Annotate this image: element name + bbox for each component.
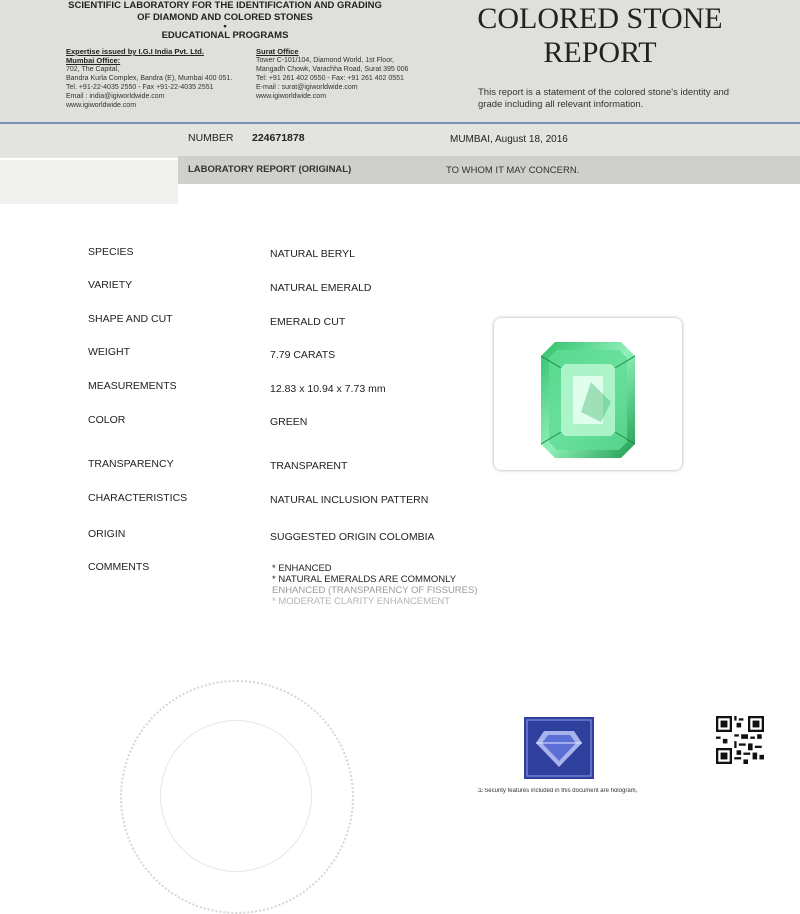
- field-value: SUGGESTED ORIGIN COLOMBIA: [270, 531, 435, 543]
- comment-line: * MODERATE CLARITY ENHANCEMENT: [272, 596, 451, 607]
- lab-report-original: LABORATORY REPORT (ORIGINAL): [188, 164, 352, 175]
- field-value: NATURAL EMERALD: [270, 282, 372, 294]
- emerald-stone-image: [541, 342, 635, 458]
- office-address: Mangadh Chowk, Varachha Road, Surat 395 006: [256, 66, 409, 73]
- number-label: NUMBER: [188, 132, 234, 144]
- field-value: 12.83 x 10.94 x 7.73 mm: [270, 383, 386, 395]
- office-title: Surat Office: [256, 47, 299, 56]
- field-value: NATURAL INCLUSION PATTERN: [270, 494, 429, 506]
- office-email: Email : india@igiworldwide.com: [66, 93, 165, 100]
- city-date: MUMBAI, August 18, 2016: [450, 134, 568, 145]
- lab-title-bullet: •: [223, 21, 227, 32]
- office-address: 702, The Capital,: [66, 66, 120, 73]
- field-value: GREEN: [270, 416, 308, 428]
- left-shade: [0, 160, 178, 204]
- field-label: COMMENTS: [88, 561, 150, 573]
- report-description: This report is a statement of the colored stone's identity and grade including all relevant information.: [478, 87, 730, 110]
- lab-seal-inner: [160, 720, 312, 872]
- field-label: TRANSPARENCY: [88, 458, 174, 470]
- expertise-line: Expertise issued by I.G.I India Pvt. Ltd.: [66, 47, 204, 56]
- to-whom-it-may-concern: TO WHOM IT MAY CONCERN.: [446, 165, 580, 176]
- field-value: 7.79 CARATS: [270, 349, 336, 361]
- field-value: EMERALD CUT: [270, 316, 346, 328]
- mumbai-office: [66, 47, 232, 110]
- number-bar: [0, 124, 800, 158]
- field-value: NATURAL BERYL: [270, 248, 355, 260]
- office-title: Mumbai Office:: [66, 56, 121, 65]
- field-label: ORIGIN: [88, 528, 126, 540]
- report-title-line: REPORT: [543, 36, 657, 69]
- stone-photo-card: [494, 318, 682, 470]
- lab-title: [40, 0, 410, 42]
- office-address: Bandra Kurla Complex, Bandra (E), Mumbai 400 051.: [66, 75, 233, 82]
- report-title-line: COLORED STONE: [477, 2, 723, 35]
- qr-code-icon[interactable]: [716, 716, 764, 764]
- security-note-text: Security features included in this document are hologram,: [484, 788, 638, 794]
- lab-title-line: SCIENTIFIC LABORATORY FOR THE IDENTIFICATION AND GRADING: [68, 0, 382, 11]
- security-note: [478, 788, 798, 795]
- comments-value: [272, 563, 478, 607]
- comment-line: * NATURAL EMERALDS ARE COMMONLY: [272, 574, 457, 585]
- office-email: E-mail : surat@igiworldwide.com: [256, 84, 358, 91]
- comment-line: ENHANCED (TRANSPARENCY OF FISSURES): [272, 585, 478, 596]
- comment-line: * ENHANCED: [272, 563, 332, 574]
- surat-office: [256, 47, 408, 101]
- field-label: MEASUREMENTS: [88, 380, 177, 392]
- field-value: TRANSPARENT: [270, 460, 348, 472]
- office-phone: Tel. +91-22-4035 2550 - Fax +91-22-4035 2551: [66, 84, 214, 91]
- office-website: www.igiworldwide.com: [66, 102, 137, 109]
- field-label: WEIGHT: [88, 346, 130, 358]
- field-label: CHARACTERISTICS: [88, 492, 188, 504]
- field-label: COLOR: [88, 414, 126, 426]
- field-label: VARIETY: [88, 279, 133, 291]
- report-title: [440, 2, 760, 70]
- office-phone: Tel: +91 261 402 0550 - Fax: +91 261 402 0551: [256, 75, 404, 82]
- field-label: SHAPE AND CUT: [88, 313, 173, 325]
- report-number: 224671878: [252, 132, 305, 144]
- hologram-icon: [524, 717, 594, 779]
- office-website: www.igiworldwide.com: [256, 93, 327, 100]
- office-address: Tower C-101/104, Diamond World, 1st Floor,: [256, 57, 394, 64]
- lab-title-line: OF DIAMOND AND COLORED STONES: [137, 12, 313, 23]
- lab-title-line: EDUCATIONAL PROGRAMS: [161, 30, 289, 41]
- field-label: SPECIES: [88, 246, 134, 258]
- key-icon: ⚿: [478, 788, 485, 794]
